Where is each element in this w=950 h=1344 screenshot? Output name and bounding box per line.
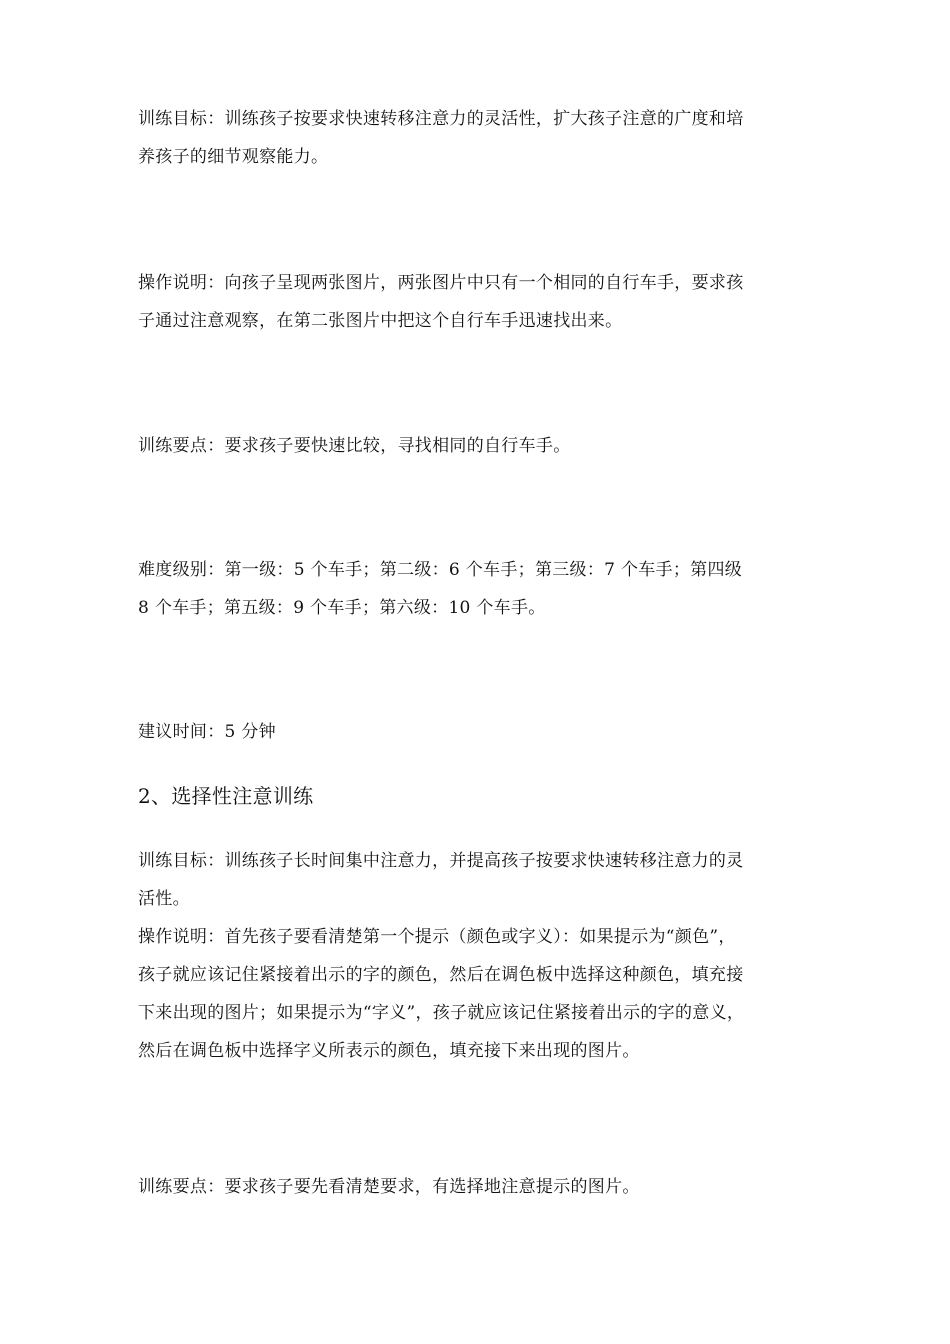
- text-line: 操作说明：向孩子呈现两张图片，两张图片中只有一个相同的自行车手，要求孩: [138, 273, 744, 293]
- text-line: 活性。: [138, 889, 190, 909]
- text-line: 下来出现的图片；如果提示为“字义”，孩子就应该记住紧接着出示的字的意义，: [138, 1003, 745, 1023]
- text-line: 8 个车手；第五级：9 个车手；第六级：10 个车手。: [138, 598, 546, 618]
- text-line: 训练目标：训练孩子长时间集中注意力，并提高孩子按要求快速转移注意力的灵: [138, 851, 744, 871]
- difficulty-levels-paragraph: [138, 551, 828, 627]
- operation-instructions-paragraph: [138, 264, 828, 340]
- text-line: 孩子就应该记住紧接着出示的字的颜色，然后在调色板中选择这种颜色，填充接: [138, 965, 744, 985]
- section-heading: 2、选择性注意训练: [138, 784, 314, 808]
- text-line: 建议时间：5 分钟: [138, 722, 276, 742]
- text-line: 训练目标：训练孩子按要求快速转移注意力的灵活性，扩大孩子注意的广度和培: [138, 109, 744, 129]
- text-line: 子通过注意观察，在第二张图片中把这个自行车手迅速找出来。: [138, 311, 623, 331]
- training-goal-paragraph: [138, 100, 828, 176]
- text-line: 训练要点：要求孩子要快速比较，寻找相同的自行车手。: [138, 436, 571, 456]
- suggested-time-paragraph: [138, 713, 828, 751]
- text-line: 操作说明：首先孩子要看清楚第一个提示（颜色或字义）：如果提示为“颜色”，: [138, 927, 736, 947]
- selective-key-points-paragraph: [138, 1168, 828, 1206]
- text-line: 然后在调色板中选择字义所表示的颜色，填充接下来出现的图片。: [138, 1041, 640, 1061]
- selective-attention-description: [138, 842, 828, 1070]
- text-line: 养孩子的细节观察能力。: [138, 147, 329, 167]
- text-line: 训练要点：要求孩子要先看清楚要求，有选择地注意提示的图片。: [138, 1177, 640, 1197]
- training-key-points-paragraph: [138, 427, 828, 465]
- text-line: 难度级别：第一级：5 个车手；第二级：6 个车手；第三级：7 个车手；第四级: [138, 560, 743, 580]
